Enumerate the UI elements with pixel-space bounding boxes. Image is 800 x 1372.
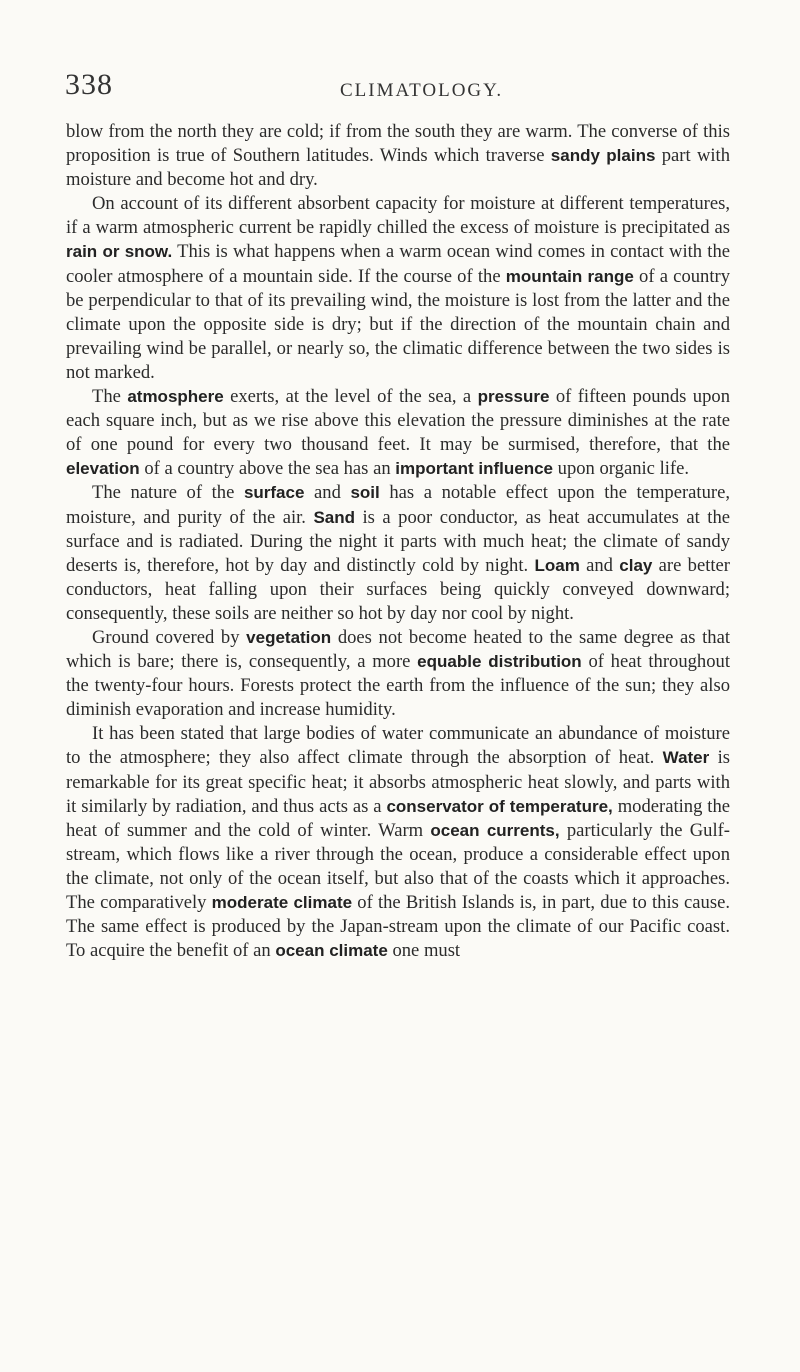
text-run: and [579, 554, 620, 576]
bold-keyword: soil [350, 483, 380, 503]
text-run: of the British Islands is, in part, due to this cause. The same effect is produced by the Japan-stream upon the climate of our Pacific coast. To acquire the benefit of an [66, 892, 730, 962]
body-text [66, 120, 730, 963]
bold-keyword: Sand [313, 507, 355, 527]
text-run: is remarkable for its great specific heat; it absorbs atmospheric heat slowly, and parts with it similarly by radiation, and thus acts as a [66, 747, 730, 817]
running-head [65, 68, 740, 104]
text-run: particularly the Gulf-stream, which flows like a river through the ocean, produce a considerable effect upon the climate, not only of the ocean itself, but also that of the coasts which it approaches. The comparatively [66, 819, 730, 913]
bold-keyword: rain or snow. [66, 242, 173, 262]
text-run: The nature of the [92, 482, 244, 504]
paragraph [66, 385, 730, 481]
bold-keyword: moderate climate [211, 893, 353, 912]
bold-keyword: clay [619, 555, 653, 575]
text-run: of heat throughout the twenty-four hours. Forests protect the earth from the influence of the sun; they also diminish evaporation and increase humidity. [66, 651, 730, 721]
bold-keyword: atmosphere [127, 387, 224, 407]
bold-keyword: ocean climate [275, 941, 388, 961]
bold-keyword: vegetation [246, 627, 332, 647]
bold-keyword: equable distribution [417, 652, 582, 672]
text-run: moderating the heat of summer and the cold of winter. Warm [66, 795, 730, 841]
bold-keyword: surface [243, 483, 305, 503]
text-run: is a poor conductor, as heat accumulates at the surface and is radiated. During the night it parts with much heat; the climate of sandy deserts is, therefore, hot by day and distinctly cold by night. [66, 506, 730, 576]
bold-keyword: pressure [477, 387, 550, 407]
text-run: upon organic life. [553, 458, 689, 480]
bold-keyword: Loam [534, 555, 580, 575]
text-run: of a country be perpendicular to that of its prevailing wind, the moisture is lost from the latter and the climate upon the opposite side is dry; but if the direction of the mountain chain and prevailing wind be parallel, or nearly so, the climatic difference between the two sides is not marked. [66, 265, 730, 383]
bold-keyword: ocean currents, [430, 820, 560, 840]
text-run: and [304, 482, 351, 504]
text-run: On account of its different absorbent capacity for moisture at different temperatures, if a warm atmospheric current be rapidly chilled the excess of moisture is precipitated as [66, 193, 730, 239]
text-run: It has been stated that large bodies of water communicate an abundance of moisture to the atmosphere; they also affect climate through the absorption of heat. [66, 723, 730, 769]
text-run: one must [387, 940, 461, 962]
text-run: part with moisture and become hot and dry. [66, 145, 730, 191]
bold-keyword: sandy plains [550, 146, 656, 166]
paragraph [66, 481, 730, 626]
bold-keyword: elevation [66, 459, 140, 479]
paragraph [66, 120, 730, 192]
bold-keyword: mountain range [505, 266, 634, 286]
text-run: of fifteen pounds upon each square inch, but as we rise above this elevation the pressure diminishes at the rate of one pound for every two thousand feet. It may be surmised, therefore, that the [66, 386, 730, 456]
text-run: does not become heated to the same degree as that which is bare; there is, consequently, a more [66, 626, 730, 673]
text-run: exerts, at the level of the sea, a [223, 386, 478, 408]
paragraph [66, 192, 730, 385]
page-number: 338 [65, 68, 113, 101]
bold-keyword: Water [662, 748, 710, 768]
text-run: of a country above the sea has an [139, 458, 396, 480]
text-run: are better conductors, heat falling upon their surfaces being quickly conveyed downward; consequently, these soils are neither so hot by day nor cool by night. [66, 554, 730, 624]
text-run: This is what happens when a warm ocean wind comes in contact with the cooler atmosphere of a mountain side. If the course of the [66, 241, 730, 287]
paragraph [66, 626, 730, 722]
text-run: blow from the north they are cold; if from the south they are warm. The converse of this proposition is true of Southern latitudes. Winds which traverse [66, 121, 730, 167]
bold-keyword: important influence [395, 459, 554, 479]
text-run: has a notable effect upon the temperature, moisture, and purity of the air. [66, 482, 730, 528]
text-run: The [92, 386, 128, 408]
running-title: CLIMATOLOGY. [340, 80, 504, 101]
text-run: Ground covered by [92, 626, 247, 648]
bold-keyword: conservator of temperature, [386, 796, 613, 816]
paragraph [66, 722, 730, 963]
